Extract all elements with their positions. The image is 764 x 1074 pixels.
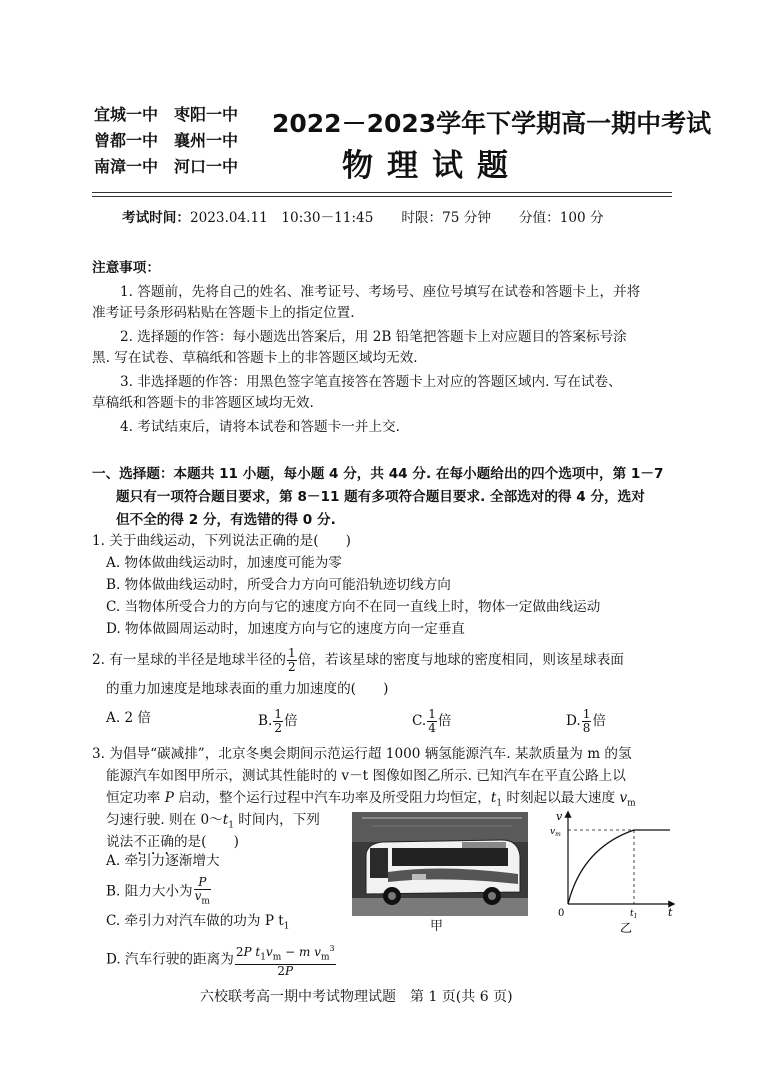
q1-option-a: A. 物体做曲线运动时，加速度可能为零 [106, 555, 342, 571]
exam-title: 2022－2023学年下学期高一期中考试 [272, 109, 712, 138]
emphasis-not-correct: 不正确 [133, 834, 174, 850]
q2-option-d: D. $\frac{1}{8}$ 倍 [566, 707, 606, 735]
note-item: 3. 非选择题的作答：用黑色签字笔直接答在答题卡上对应的答题区域内. 写在试卷、 [120, 374, 622, 390]
q3-option-a: A. 牵引力逐渐增大 [106, 853, 220, 869]
exam-info [122, 208, 604, 229]
q3-stem-line2: 能源汽车如图甲所示，测试其性能时的 v－t 图像如图乙所示. 已知汽车在平直公路上以 [106, 768, 626, 784]
q3-option-d: D. 汽车行驶的距离为 $\frac{2P t_1v_m - m v_m^3}{2P}$ [106, 944, 335, 979]
q1-option-d: D. 物体做圆周运动时，加速度方向与它的速度方向一定垂直 [106, 621, 465, 637]
figure-label-b: 乙 [620, 921, 633, 934]
q3-stem-line3: 恒定功率 P 启动，整个运行过程中汽车功率及所受阻力均恒定，$t_1$ 时刻起以最大速度 $v_m$ [106, 790, 636, 809]
q1-stem: 1. 关于曲线运动，下列说法正确的是( ) [92, 533, 351, 549]
subject-title: 物理试题 [342, 148, 522, 184]
origin-label: 0 [558, 908, 565, 919]
school-list [94, 102, 238, 180]
q3-stem-line4: 匀速行驶. 则在 $0\sim t_1$ 时间内，下列 [106, 812, 320, 831]
exam-time-value: 2023.04.11 10:30－11:45 [189, 210, 374, 226]
q3-option-c: C. 牵引力对汽车做的功为 P $t_1$ [106, 913, 290, 932]
vt-curve [568, 830, 670, 904]
t1-label: $t_1$ [630, 909, 638, 920]
school-row: 南漳一中 河口一中 [94, 157, 239, 176]
q3-stem-line5: 说法不正确的是( ) [106, 834, 239, 850]
note-item: 4. 考试结束后，请将本试卷和答题卡一并上交. [120, 419, 400, 435]
school-row: 曾都一中 襄州一中 [94, 131, 239, 150]
q1-option-c: C. 当物体所受合力的方向与它的速度方向不在同一直线上时，物体一定做曲线运动 [106, 599, 601, 615]
header-rule-bottom [92, 196, 672, 197]
section-heading-line: 但不全的得 2 分，有选错的得 0 分. [116, 512, 336, 528]
q2-stem-line2: 的重力加速度是地球表面的重力加速度的( ) [106, 681, 389, 697]
bus-photo [352, 812, 528, 916]
note-item: 2. 选择题的作答：每小题选出答案后，用 2B 铅笔把答题卡上对应题目的答案标号涂 [120, 329, 627, 345]
vm-label: $v_m$ [550, 827, 561, 838]
vt-graph [548, 808, 682, 934]
school-row: 宜城一中 枣阳一中 [94, 105, 239, 124]
page-footer: 六校联考高一期中考试物理试题 第 1 页(共 6 页) [200, 989, 513, 1005]
exam-score: 分值：100 分 [518, 210, 604, 226]
exam-duration: 时限：75 分钟 [401, 210, 491, 226]
notes-heading: 注意事项： [92, 260, 160, 276]
note-item: 1. 答题前，先将自己的姓名、准考证号、考场号、座位号填写在试卷和答题卡上，并将 [120, 284, 641, 300]
section-heading-line: 一、选择题：本题共 11 小题，每小题 4 分，共 44 分. 在每小题给出的四个选项中，第 1－7 [92, 466, 664, 482]
figure-label-a: 甲 [430, 919, 444, 934]
q2-option-b: B. $\frac{1}{2}$ 倍 [258, 707, 298, 735]
note-item: 草稿纸和答题卡的非答题区域均无效. [92, 395, 314, 411]
note-item: 准考证号条形码粘贴在答题卡上的指定位置. [92, 305, 355, 321]
q2-option-a: A. 2 倍 [106, 710, 152, 726]
q3-stem-line1: 3. 为倡导“碳减排”，北京冬奥会期间示范运行超 1000 辆氢能源汽车. 某款质量为 m 的氢 [92, 746, 632, 762]
q2-fraction-half: $\frac{1}{2}$ [288, 646, 296, 674]
q2-option-c: C. $\frac{1}{4}$ 倍 [412, 707, 452, 735]
t-axis-label: t [668, 906, 673, 919]
v-axis-label: v [556, 810, 563, 823]
q2-stem-line1: 2. 有一星球的半径是地球半径的 $\frac{1}{2}$ 倍，若该星球的密度与地球的密度相同，则该星球表面 [92, 646, 624, 674]
header-rule-top [92, 192, 672, 193]
q3-option-b: B. 阻力大小为 $\frac{P}{v_m}$ [106, 875, 210, 907]
section-heading-line: 题只有一项符合题目要求，第 8－11 题有多项符合题目要求. 全部选对的得 4 分，选对 [116, 489, 645, 505]
q1-option-b: B. 物体做曲线运动时，所受合力方向可能沿轨迹切线方向 [106, 577, 451, 593]
note-item: 黑. 写在试卷、草稿纸和答题卡上的非答题区域均无效. [92, 350, 418, 366]
exam-time-label: 考试时间： [122, 210, 190, 226]
